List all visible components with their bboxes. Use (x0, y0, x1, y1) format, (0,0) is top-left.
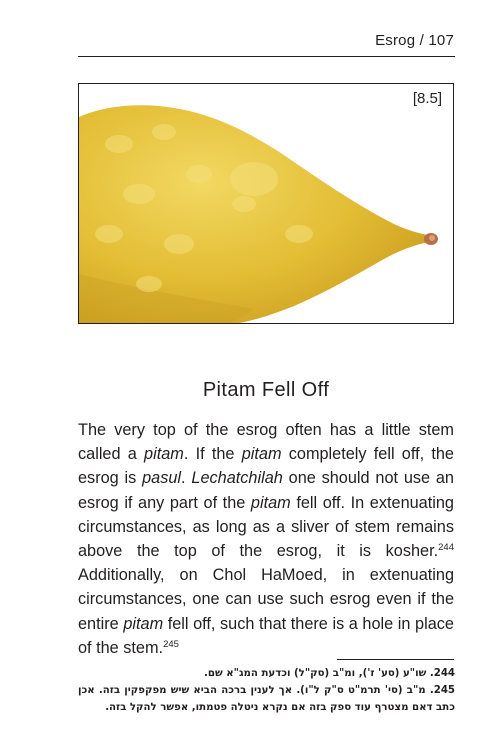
italic-term: pitam (123, 614, 164, 633)
body-text-run: completely fell off, the esrog is (78, 445, 454, 488)
italic-term: pasul (142, 469, 182, 488)
footnote-245: 245. מ"ב (סי' תרמ"ט ס"ק ל"ו). אך לענין ברכה הביא שיש מפקפקין בזה. אכן כתב דאם מצטרף עוד ספק בזה אם נקרא ניטלה פטמתו, אפשר להקל בזה. (78, 685, 455, 713)
footnote-rule (337, 659, 454, 660)
body-text-run: fell off, such that there is a hole in place of the stem. (78, 614, 454, 657)
section-title: Pitam Fell Off (202, 379, 330, 401)
body-text-run: one should not use an esrog if any part of the (78, 469, 454, 512)
body-paragraph (78, 418, 454, 660)
header-rule (78, 56, 455, 57)
footnote-244: 244. שו"ע (סע' ז'), ומ"ב (סק"ל) וכדעת המג"א שם. (204, 668, 455, 679)
italic-term: pitam (241, 445, 282, 464)
body-text-run: . If the (183, 445, 242, 464)
body-text-run: The very top of the esrog often has a little stem called a (78, 421, 454, 464)
figure-label: [8.5] (412, 90, 442, 107)
italic-term: pitam (144, 445, 184, 464)
footnotes (78, 665, 455, 716)
running-head: Esrog / 107 (375, 32, 454, 49)
esrog-photo (79, 84, 454, 324)
body-text-run: . (181, 469, 192, 488)
body-text-run: fell off. In extenuating circumstances, as long as a sliver of stem remains above the top of the esrog, it is kosher. (78, 493, 454, 561)
footnote-ref: 244 (438, 542, 454, 554)
italic-term: pitam (250, 493, 291, 512)
footnote-ref: 245 (163, 638, 179, 650)
italic-term: Lechatchilah (191, 469, 283, 488)
esrog-photo-figure (78, 83, 454, 324)
esrog-pitam (424, 233, 438, 245)
body-text-run: Additionally, on Chol HaMoed, in extenuating circumstances, one can use such esrog even if the entire (78, 566, 454, 633)
